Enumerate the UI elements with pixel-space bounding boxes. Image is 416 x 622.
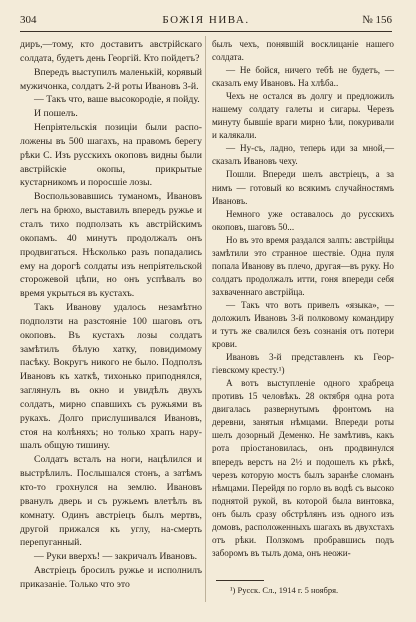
page-header — [20, 12, 392, 28]
paragraph: Ивановъ 3-й представленъ къ Георгіевскому кресту.¹) — [212, 352, 394, 376]
paragraph: Воспользовавшись туманомъ, Ивановъ легъ на брюхо, выставилъ впередъ ружье и сталъ тихо подползать къ австрійскимъ окопамъ. 40 минутъ продолжалъ онъ продвигаться. Нѣсколько разъ попадались ему на дорогѣ солдаты изъ непріятельской сторожевой цѣпи, но онъ успѣвалъ во время укрыться въ кустахъ. — [20, 191, 202, 300]
paragraph: — Не бойся, ничего тебѣ не будетъ, — сказалъ ему Ивановъ. На хлѣба.. — [212, 65, 394, 89]
issue-number: № 156 — [362, 14, 392, 26]
journal-title: БОЖІЯ НИВА. — [162, 14, 250, 26]
paragraph: Пошли. Впереди шелъ австріецъ, а за нимъ — готовый ко всякимъ случайностямъ Ивановъ. — [212, 169, 394, 206]
paragraph: былъ чехъ, понявшій восклицаніе нашего солдата. — [212, 39, 394, 63]
paragraph: Впередъ выступилъ маленькій, корявый мужичонка, солдатъ 2-й роты Ивановъ 3-й. — [20, 66, 202, 92]
paragraph: диръ,—тому, кто доставитъ австрійскаго солдата, будетъ день Георгій. Кто пойдетъ? — [20, 39, 202, 64]
right-column — [212, 38, 394, 560]
paragraph: А вотъ выступленіе одного храбреца противъ 15 человѣкъ. 28 октября одна рота двигалась развернутымъ фронтомъ на деревни, занятыя нѣмцами. Впереди роты шелъ дозорный Деменко. Не замѣтивъ, какъ рота пріостановилась, онъ продвинулся впередъ верстъ на 2½ и подошелъ къ рѣкѣ, черезъ которую мостъ былъ заранѣе сломанъ нѣмцами. Перейдя по горло въ водѣ съ высоко поднятой рукой, въ которой была винтовка, онъ былъ сразу обстрѣлянъ изъ одного изъ домовъ, расположенныхъ шагахъ въ двухстахъ отъ рѣки. Ползкомъ пробравшись подъ заборомъ въ тылъ дома, онъ неожи- — [212, 378, 394, 558]
paragraph: — Ну-съ, ладно, теперь иди за мной,—сказалъ Ивановъ чеху. — [212, 143, 394, 167]
paragraph: — Такъ что, ваше высокородіе, я пойду. — [34, 94, 200, 106]
header-rule — [20, 31, 392, 32]
paragraph: Немного уже оставалось до русскихъ окоповъ, шаговъ 50... — [212, 208, 394, 232]
column-divider — [205, 36, 206, 602]
paragraph: Чехъ не остался въ долгу и предложилъ нашему солдату галеты и сигары. Черезъ минуту бывшіе враги мирно ѣли, покуривали и калякали. — [212, 91, 394, 141]
paragraph: — Такъ что вотъ привелъ «языка», —доложилъ Ивановъ 3-й полковому командиру и тутъ же свалился безъ сознанія отъ потери крови. — [212, 299, 394, 350]
paragraph: Солдатъ всталъ на ноги, нацѣлился и выстрѣлилъ. Послышался стонъ, а затѣмъ кто-то грохнулся на землю. Ивановъ рванулъ дверь и съ ружьемъ влетѣлъ въ комнату. Одинъ австріецъ былъ мертвъ, другой прижался къ углу, на-смерть перепуганный. — [20, 454, 202, 549]
paragraph: Непріятельскія позиціи были расположены въ 500 шагахъ, на правомъ берегу рѣки С. Изъ русскихъ окоповъ видны были австрійскіе окопы, прикрытые кустарникомъ и поросшіе лозы. — [20, 122, 202, 189]
paragraph: Австріецъ бросилъ ружье и исполнилъ приказаніе. Только что это — [20, 565, 202, 590]
page-number: 304 — [20, 14, 37, 26]
paragraph: Но въ это время раздался залпъ: австрійцы замѣтили это странное шествіе. Одна пуля попала Иванову въ плечо, другая—въ руку. Но солдатъ продолжалъ итти, гоня впереди себя захваченнаго австрійца. — [212, 234, 394, 297]
left-column — [20, 38, 202, 592]
paragraph: И пошелъ. — [34, 108, 78, 120]
paragraph: Такъ Иванову удалось незамѣтно подползти на разстояніе 100 шаговъ отъ окоповъ. Въ кустахъ лозы солдатъ замѣтилъ бѣлую хатку, повидимому пасѣку. Вокругъ никого не было. Подползъ Ивановъ къ хаткѣ, тихонько приподнялся, заглянулъ въ окно и увидѣлъ двухъ солдатъ, мирно спавшихъ съ ружьями въ рукахъ. Долго прислушивался Ивановъ, стоя на колѣняхъ; но только храпъ нарушалъ общую тишину. — [20, 302, 202, 452]
footnote: ¹) Русск. Сл., 1914 г. 5 ноября. — [230, 585, 339, 595]
footnote-rule — [216, 580, 264, 581]
paragraph: — Руки вверхъ! — закричалъ Ивановъ. — [34, 551, 198, 563]
